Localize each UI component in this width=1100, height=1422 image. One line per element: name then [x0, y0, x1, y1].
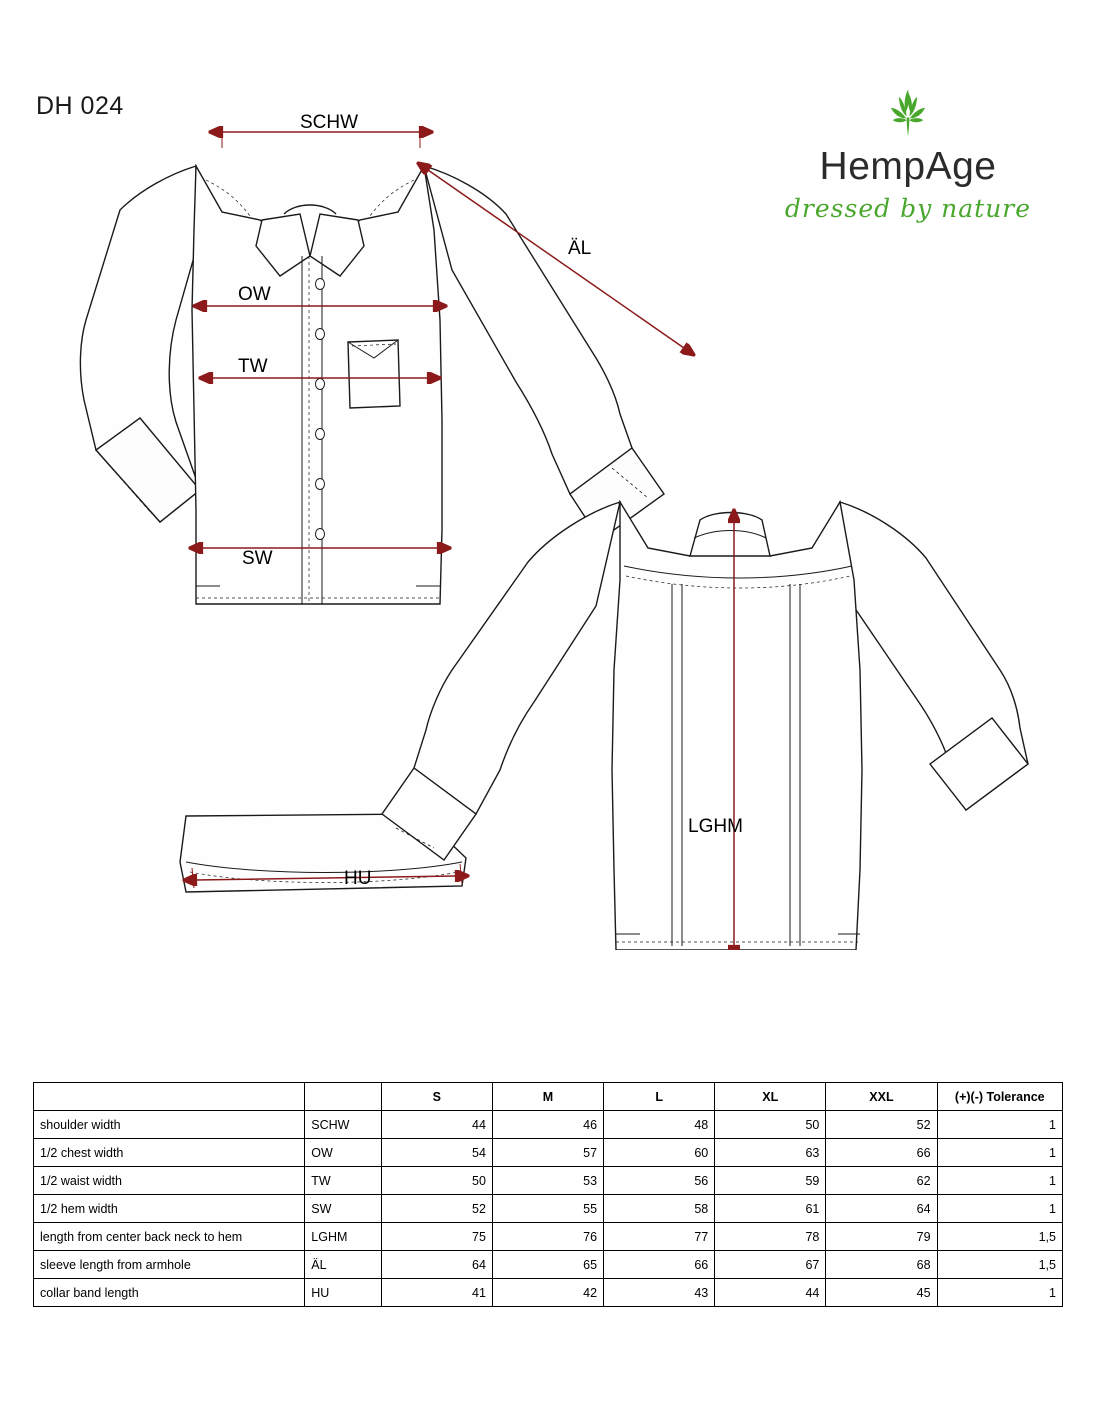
cell-size-m: 46 [492, 1111, 603, 1139]
cell-size-xl: 44 [715, 1279, 826, 1307]
cell-size-m: 65 [492, 1251, 603, 1279]
cell-size-l: 60 [604, 1139, 715, 1167]
cell-size-xxl: 66 [826, 1139, 937, 1167]
label-shoulder-width: SCHW [300, 112, 359, 133]
cell-size-xxl: 79 [826, 1223, 937, 1251]
table-row [34, 1167, 1063, 1195]
row-description: 1/2 chest width [34, 1139, 305, 1167]
cell-size-xl: 61 [715, 1195, 826, 1223]
back-view-drawing [382, 502, 1028, 950]
table-row [34, 1251, 1063, 1279]
cell-size-s: 75 [381, 1223, 492, 1251]
row-description: 1/2 waist width [34, 1167, 305, 1195]
table-body [34, 1111, 1063, 1307]
brand-name: HempAge [819, 145, 997, 188]
cell-size-s: 64 [381, 1251, 492, 1279]
cell-size-m: 55 [492, 1195, 603, 1223]
cell-size-m: 57 [492, 1139, 603, 1167]
cell-tolerance: 1,5 [937, 1251, 1062, 1279]
cell-size-xl: 50 [715, 1111, 826, 1139]
cell-tolerance: 1 [937, 1195, 1062, 1223]
header-size-l: L [604, 1083, 715, 1111]
cell-size-xl: 67 [715, 1251, 826, 1279]
row-abbr: LGHM [305, 1223, 381, 1251]
row-description: shoulder width [34, 1111, 305, 1139]
header-blank-description [34, 1083, 305, 1111]
label-chest-width: OW [238, 284, 271, 305]
row-abbr: SCHW [305, 1111, 381, 1139]
cell-size-xl: 59 [715, 1167, 826, 1195]
table-row [34, 1111, 1063, 1139]
cell-size-m: 53 [492, 1167, 603, 1195]
label-collar-band: HU [344, 868, 372, 889]
cell-size-l: 56 [604, 1167, 715, 1195]
technical-drawings [0, 70, 1100, 950]
header-size-m: M [492, 1083, 603, 1111]
cell-size-s: 44 [381, 1111, 492, 1139]
label-hem-width: SW [242, 548, 273, 569]
row-abbr: OW [305, 1139, 381, 1167]
header-tolerance: (+)(-) Tolerance [937, 1083, 1062, 1111]
cell-size-s: 41 [381, 1279, 492, 1307]
table-row [34, 1279, 1063, 1307]
cell-tolerance: 1 [937, 1111, 1062, 1139]
cell-size-xxl: 64 [826, 1195, 937, 1223]
cell-size-s: 50 [381, 1167, 492, 1195]
cell-size-xxl: 62 [826, 1167, 937, 1195]
row-abbr: SW [305, 1195, 381, 1223]
cell-size-xxl: 52 [826, 1111, 937, 1139]
cell-size-l: 48 [604, 1111, 715, 1139]
cell-size-s: 52 [381, 1195, 492, 1223]
table-header [34, 1083, 1063, 1111]
size-table [33, 1082, 1063, 1307]
cell-size-xl: 78 [715, 1223, 826, 1251]
cell-size-l: 77 [604, 1223, 715, 1251]
row-description: 1/2 hem width [34, 1195, 305, 1223]
row-description: length from center back neck to hem [34, 1223, 305, 1251]
cell-size-l: 43 [604, 1279, 715, 1307]
row-abbr: HU [305, 1279, 381, 1307]
cell-tolerance: 1 [937, 1279, 1062, 1307]
cell-size-xxl: 68 [826, 1251, 937, 1279]
header-size-xl: XL [715, 1083, 826, 1111]
row-abbr: TW [305, 1167, 381, 1195]
cell-size-l: 66 [604, 1251, 715, 1279]
cell-size-m: 42 [492, 1279, 603, 1307]
cell-size-xxl: 45 [826, 1279, 937, 1307]
label-sleeve-length: ÄL [568, 238, 592, 259]
header-size-s: S [381, 1083, 492, 1111]
cell-tolerance: 1,5 [937, 1223, 1062, 1251]
cell-size-s: 54 [381, 1139, 492, 1167]
size-table-container [33, 1082, 1063, 1307]
cell-tolerance: 1 [937, 1167, 1062, 1195]
cell-size-m: 76 [492, 1223, 603, 1251]
label-back-length: LGHM [688, 816, 743, 837]
cell-size-xl: 63 [715, 1139, 826, 1167]
row-description: collar band length [34, 1279, 305, 1307]
header-blank-abbr [305, 1083, 381, 1111]
header-size-xxl: XXL [826, 1083, 937, 1111]
page-title: DH 024 [36, 92, 124, 120]
row-description: sleeve length from armhole [34, 1251, 305, 1279]
cell-size-l: 58 [604, 1195, 715, 1223]
table-row [34, 1195, 1063, 1223]
table-row [34, 1223, 1063, 1251]
row-abbr: ÄL [305, 1251, 381, 1279]
label-waist-width: TW [238, 356, 268, 377]
table-row [34, 1139, 1063, 1167]
brand-tagline: dressed by nature [784, 193, 1032, 223]
cell-tolerance: 1 [937, 1139, 1062, 1167]
